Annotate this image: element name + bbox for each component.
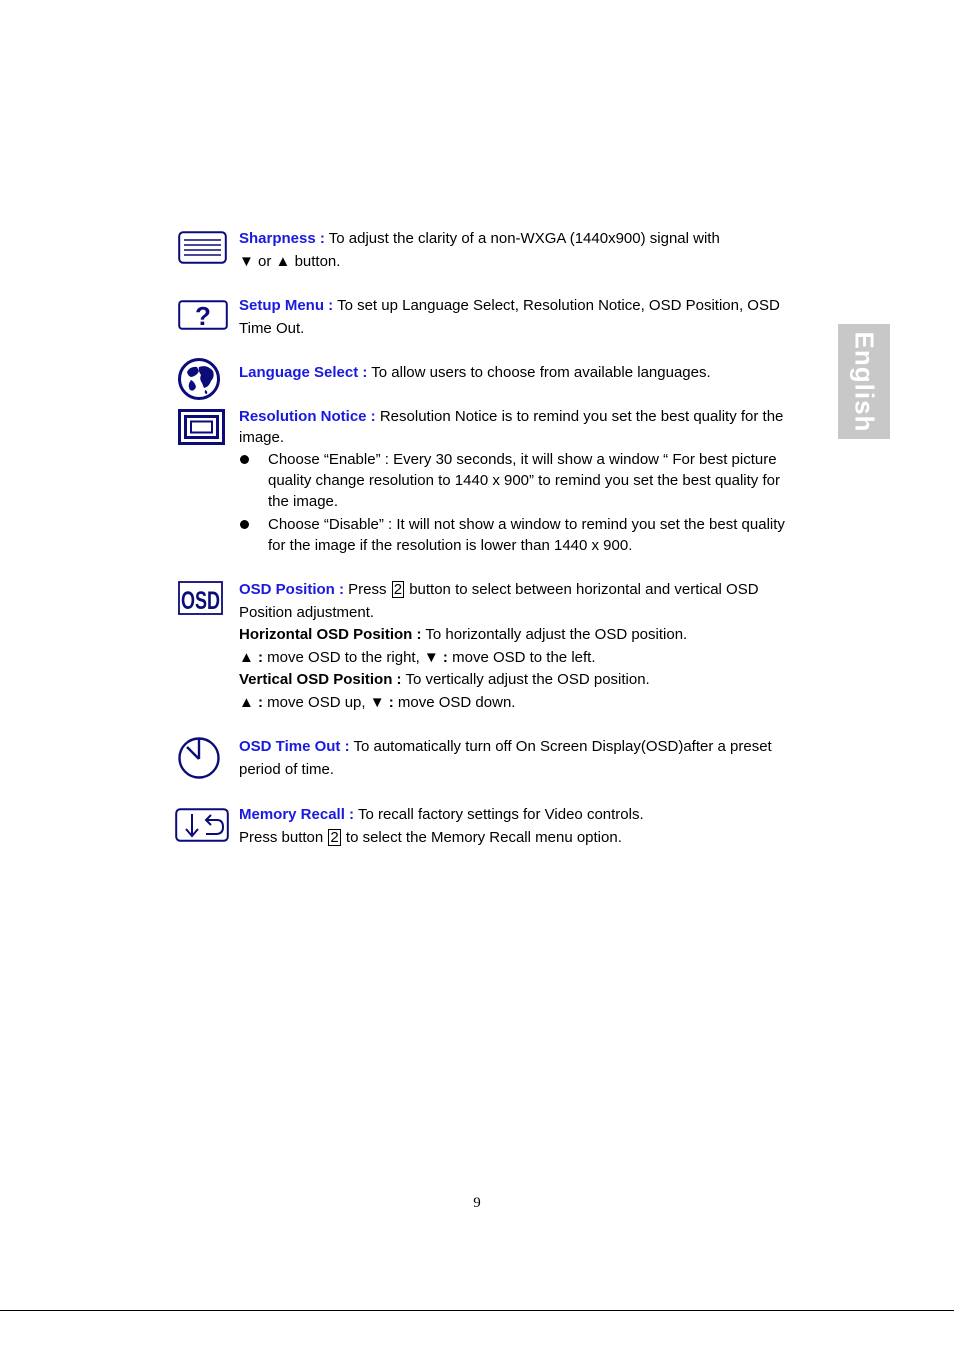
down-arrow-icon: ▼	[239, 252, 254, 270]
horizontal-osd-title: Horizontal OSD Position :	[239, 626, 422, 643]
up-arrow-label: ▲ :	[239, 693, 264, 711]
sharpness-icon	[178, 231, 227, 264]
osd-icon-label: OSD	[181, 587, 220, 615]
vertical-osd-title: Vertical OSD Position :	[239, 671, 402, 688]
sharpness-section	[239, 228, 789, 273]
language-side-tab-label: English	[849, 331, 880, 432]
setup-menu-section	[239, 295, 789, 340]
osd-time-out-title: OSD Time Out :	[239, 738, 350, 755]
sharpness-title: Sharpness :	[239, 230, 325, 247]
bullet-icon	[240, 455, 249, 464]
globe-icon	[177, 357, 221, 401]
bullet-icon	[240, 520, 249, 529]
memory-recall-section: Memory Recall : To recall factory settings for Video controls. Press button 2 to select the Memory Recall menu option.	[239, 806, 644, 846]
memory-recall-title: Memory Recall :	[239, 806, 355, 823]
osd-time-out-text: To automatically turn off On Screen Display(OSD)after a preset period of time.	[239, 738, 772, 778]
osd-time-out-section	[239, 736, 789, 781]
resolution-notice-title: Resolution Notice :	[239, 408, 376, 425]
sharpness-or: or	[253, 252, 276, 270]
list-item: Choose “Disable” : It will not show a window to remind you set the best quality for the image if the resolution is lower than 1440 x 900.	[239, 514, 789, 556]
up-arrow-label: ▲ :	[239, 648, 264, 666]
osd-icon	[178, 581, 223, 615]
page-number: 9	[473, 1195, 481, 1211]
up-arrow-icon: ▲	[275, 252, 291, 270]
footer-divider	[0, 1310, 954, 1311]
language-side-tab	[838, 324, 890, 439]
question-mark-icon	[178, 300, 228, 330]
list-item: Choose “Enable” : Every 30 seconds, it will show a window “ For best picture quality change resolution to 1440 x 900” to remind you set the best quality for the image.	[239, 449, 789, 512]
sharpness-button-text: button.	[290, 252, 341, 270]
resolution-notice-section	[239, 406, 789, 558]
setup-menu-title: Setup Menu :	[239, 297, 334, 314]
button-2-key: 2	[330, 828, 339, 846]
setup-menu-text: To set up Language Select, Resolution Notice, OSD Position, OSD Time Out.	[239, 297, 780, 337]
down-arrow-label: ▼ :	[369, 693, 394, 711]
down-arrow-label: ▼ :	[423, 648, 448, 666]
language-select-title: Language Select :	[239, 364, 368, 381]
osd-position-section: OSD Position : Press 2 button to select between horizontal and vertical OSD Position adjustment. Horizontal OSD Position : To horizontally adjust the OSD position. ▲ : move OSD to the right, ▼ : move OSD to the left. Vertical OSD Position : To vertically adjust the OSD position. ▲ : move OSD up, ▼ : move OSD down.	[239, 581, 759, 711]
clock-icon	[177, 736, 221, 780]
language-select-text: To allow users to choose from available languages.	[367, 364, 711, 381]
memory-recall-text: To recall factory settings for Video controls.	[354, 806, 644, 823]
osd-position-title: OSD Position :	[239, 581, 344, 598]
sharpness-text: To adjust the clarity of a non-WXGA (1440x900) signal with	[324, 230, 720, 247]
nested-frames-icon	[178, 409, 225, 445]
language-select-section	[239, 362, 789, 385]
resolution-notice-options	[239, 449, 789, 556]
question-glyph: ?	[195, 301, 211, 331]
resolution-notice-text: Resolution Notice is to remind you set the best quality for the image.	[239, 408, 784, 446]
recall-arrow-icon	[175, 808, 229, 842]
button-2-key: 2	[393, 581, 403, 598]
